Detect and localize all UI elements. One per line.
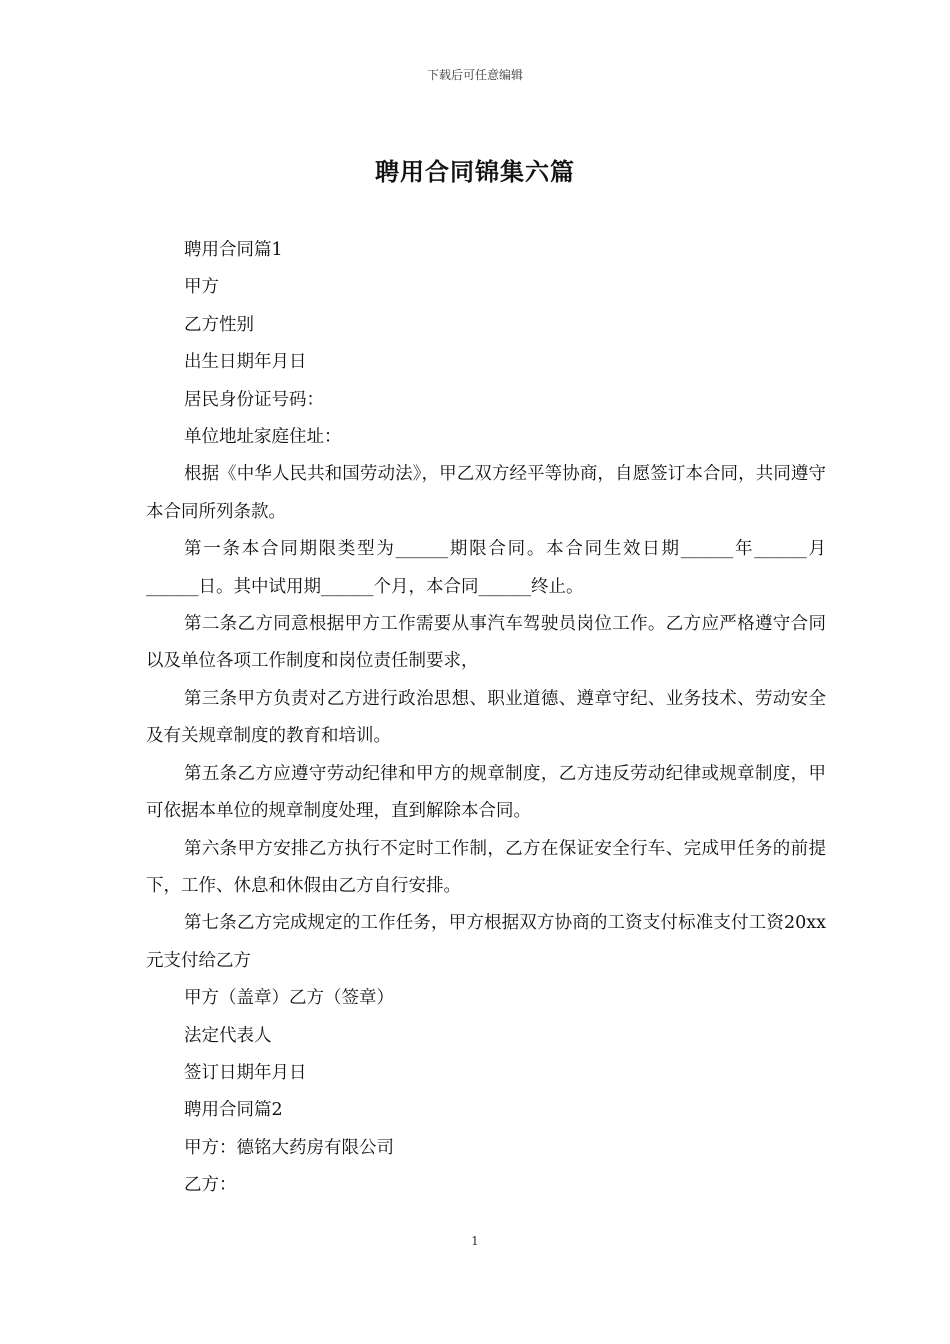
paragraph: 第六条甲方安排乙方执行不定时工作制，乙方在保证安全行车、完成甲任务的前提下，工作、休息和休假由乙方自行安排。 — [146, 838, 826, 896]
paragraph: 甲方 — [184, 277, 219, 298]
paragraph: 单位地址家庭住址： — [184, 427, 342, 448]
paragraph: 第二条乙方同意根据甲方工作需要从事汽车驾驶员岗位工作。乙方应严格遵守合同以及单位各项工作制度和岗位责任制要求， — [146, 614, 826, 672]
document-body — [146, 232, 826, 1205]
paragraph: 法定代表人 — [184, 1025, 272, 1046]
paragraph: 聘用合同篇1 — [184, 240, 283, 260]
paragraph: 根据《中华人民共和国劳动法》，甲乙双方经平等协商，自愿签订本合同，共同遵守本合同所列条款。 — [146, 464, 826, 522]
paragraph: 第五条乙方应遵守劳动纪律和甲方的规章制度，乙方违反劳动纪律或规章制度，甲可依据本单位的规章制度处理，直到解除本合同。 — [146, 763, 826, 822]
paragraph: 乙方： — [184, 1175, 237, 1196]
paragraph: 甲方（盖章）乙方（签章） — [184, 988, 394, 1009]
paragraph: 出生日期年月日 — [184, 352, 307, 373]
paragraph: 聘用合同篇2 — [184, 1100, 283, 1121]
paragraph: 乙方性别 — [184, 314, 254, 335]
paragraph: 第三条甲方负责对乙方进行政治思想、职业道德、遵章守纪、业务技术、劳动安全及有关规章制度的教育和培训。 — [146, 688, 826, 747]
paragraph: 甲方：德铭大药房有限公司 — [184, 1137, 394, 1158]
document-title: 聘用合同锦集六篇 — [375, 157, 575, 186]
paragraph: 签订日期年月日 — [184, 1062, 307, 1083]
paragraph: 居民身份证号码： — [184, 389, 324, 410]
paragraph: 第一条本合同期限类型为______期限合同。本合同生效日期______年______月______日。其中试用期______个月，本合同______终止。 — [146, 539, 826, 597]
page-number: 1 — [471, 1234, 479, 1248]
paragraph: 第七条乙方完成规定的工作任务，甲方根据双方协商的工资支付标准支付工资20xx元支付给乙方 — [146, 913, 826, 971]
page-header: 下载后可任意编辑 — [426, 68, 523, 82]
